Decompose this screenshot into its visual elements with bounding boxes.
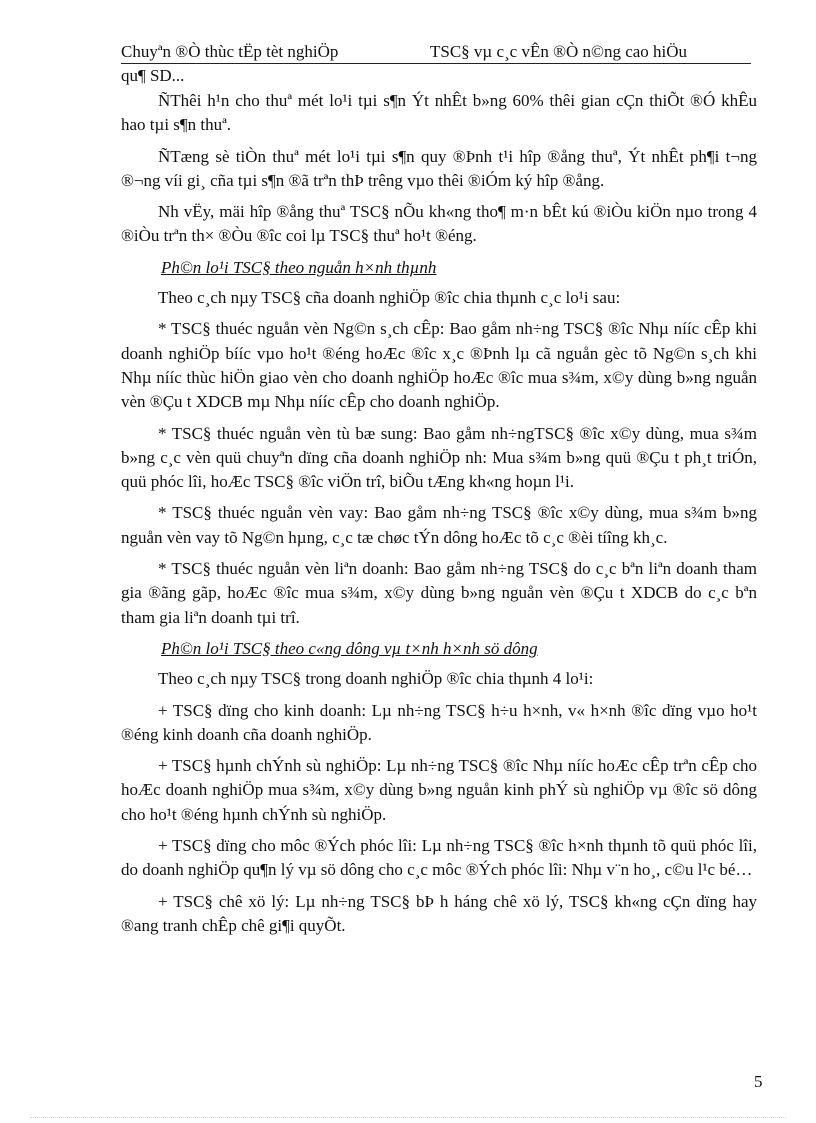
header-right-text: TSC§ vµ c¸c vÊn ®Ò n©ng cao hiÖu	[430, 42, 688, 61]
body-paragraph: * TSC§ thuéc nguån vèn liªn doanh: Bao gåm nh÷ng TSC§ do c¸c bªn liªn doanh tham gia ®ãng gãp, hoÆc ®îc mua s¾m, x©y dùng b»ng nguån vèn ®Çu t XDCB do c¸c bªn tham gia liªn doanh tµi trî.	[121, 559, 757, 627]
document-body	[121, 89, 757, 945]
body-paragraph: + TSC§ dïng cho kinh doanh: Lµ nh÷ng TSC§ h÷u h×nh, v« h×nh ®îc dïng vµo ho¹t ®éng kinh doanh cña doanh nghiÖp.	[121, 700, 757, 744]
body-paragraph: ÑTæng sè tiÒn thuª mét lo¹i tµi s¶n quy ®Þnh t¹i hîp ®ång thuª, Ýt nhÊt ph¶i t¬ng ®¬ng víi gi¸ cña tµi s¶n ®ã trªn thÞ trêng vµo thêi ®iÓm ký hîp ®ång.	[121, 146, 757, 190]
body-paragraph: * TSC§ thuéc nguån vèn vay: Bao gåm nh÷ng TSC§ ®îc x©y dùng, mua s¾m b»ng nguån vèn vay tõ Ng©n hµng, c¸c tæ chøc tÝn dông hoÆc tõ c¸c ®èi tíîng kh¸c.	[121, 503, 757, 547]
body-paragraph: * TSC§ thuéc nguån vèn Ng©n s¸ch cÊp: Bao gåm nh÷ng TSC§ ®îc Nhµ nííc cÊp khi doanh nghiÖp bííc vµo ho¹t ®éng hoÆc ®îc x¸c ®Þnh lµ cã nguån gèc tõ Ng©n s¸ch khi Nhµ nííc thùc hiÖn giao vèn cho doanh nghiÖp hoÆc ®îc mua s¾m, x©y dùng b»ng nguån vèn ®Çu t XDCB mµ Nhµ nííc cÊp cho doanh nghiÖp.	[121, 319, 757, 412]
body-paragraph: * TSC§ thuéc nguån vèn tù bæ sung: Bao gåm nh÷ngTSC§ ®îc x©y dùng, mua s¾m b»ng c¸c vèn quü chuyªn dïng cña doanh nghiÖp nh: Mua s¾m b»ng quü ®Çu t ph¸t triÓn, quü phóc lîi, hoÆc TSC§ ®îc viÖn trî, biÕu tÆng kh«ng hoµn l¹i.	[121, 423, 757, 492]
body-paragraph: + TSC§ chê xö lý: Lµ nh÷ng TSC§ bÞ h háng chê xö lý, TSC§ kh«ng cÇn dïng hay ®ang tranh chÊp chê gi¶i quyÕt.	[121, 891, 757, 935]
footer-divider	[30, 1117, 786, 1118]
header-continuation: qu¶ SD...	[121, 66, 185, 85]
section-heading: Ph©n lo¹i TSC§ theo c«ng dông vµ t×nh h×nh sö dông	[161, 638, 538, 658]
body-paragraph: Theo c¸ch nµy TSC§ trong doanh nghiÖp ®îc chia thµnh 4 lo¹i:	[158, 669, 594, 689]
body-paragraph: + TSC§ hµnh chÝnh sù nghiÖp: Lµ nh÷ng TSC§ ®îc Nhµ nííc hoÆc cÊp trªn cÊp cho hoÆc doanh nghiÖp mua s¾m, x©y dùng b»ng nguån kinh phÝ sù nghiÖp vµ ®îc sö dông cho ho¹t ®éng hµnh chÝnh sù nghiÖp.	[121, 756, 757, 824]
section-heading: Ph©n lo¹i TSC§ theo nguån h×nh thµnh	[161, 257, 437, 277]
body-paragraph: + TSC§ dïng cho môc ®Ých phóc lîi: Lµ nh÷ng TSC§ ®îc h×nh thµnh tõ quü phóc lîi, do doanh nghiÖp qu¶n lý vµ sö dông cho c¸c môc ®Ých phóc lîi: Nhµ v¨n ho¸, c©u l¹c bé…	[121, 836, 757, 880]
body-paragraph: ÑThêi h¹n cho thuª mét lo¹i tµi s¶n Ýt nhÊt b»ng 60% thêi gian cÇn thiÕt ®Ó khÊu hao tµi s¶n thuª.	[121, 91, 757, 135]
body-paragraph: Nh vËy, mäi hîp ®ång thuª TSC§ nÕu kh«ng tho¶ m·n bÊt kú ®iÒu kiÖn nµo trong 4 ®iÒu trªn th× ®Òu ®îc coi lµ TSC§ thuª ho¹t ®éng.	[121, 202, 757, 246]
header-underline	[121, 63, 751, 64]
header-left-text: Chuyªn ®Ò thùc tËp tèt nghiÖp	[121, 42, 339, 61]
body-paragraph: Theo c¸ch nµy TSC§ cña doanh nghiÖp ®îc chia thµnh c¸c lo¹i sau:	[158, 288, 621, 308]
page-number: 5	[754, 1072, 763, 1091]
